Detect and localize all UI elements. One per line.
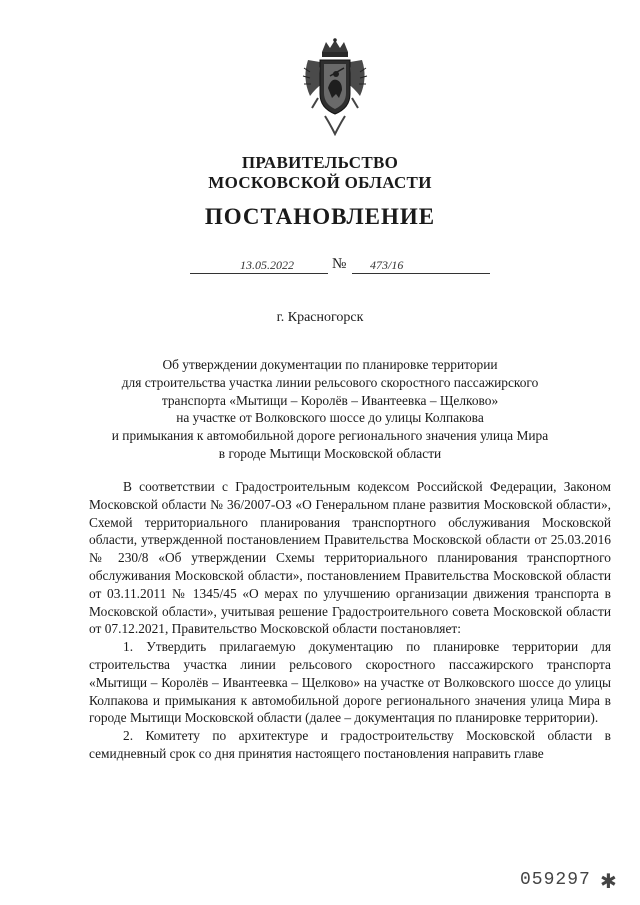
government-title-line2: МОСКОВСКОЙ ОБЛАСТИ bbox=[208, 173, 432, 192]
number-underline bbox=[352, 273, 490, 274]
body-paragraph: 2. Комитету по архитектуре и градостроительству Московской области в семидневный срок со дня принятия настоящего постановления направить главе bbox=[89, 728, 611, 761]
subject-line: и примыкания к автомобильной дороге регионального значения улица Мира bbox=[111, 428, 549, 444]
date-underline bbox=[190, 273, 328, 274]
subject-line: для строительства участка линии рельсового скоростного пассажирского bbox=[121, 374, 539, 390]
serial-number: 059297 bbox=[520, 870, 591, 890]
coat-of-arms-icon bbox=[300, 38, 370, 136]
document-date: 13.05.2022 bbox=[240, 258, 294, 272]
subject-line: в городе Мытищи Московской области bbox=[218, 445, 442, 461]
document-number: 473/16 bbox=[370, 258, 404, 272]
document-subject bbox=[60, 356, 600, 463]
subject-line: транспорта «Мытищи – Королёв – Ивантеевка – Щелково» bbox=[161, 392, 499, 408]
document-body bbox=[89, 478, 611, 763]
subject-line: Об утверждении документации по планировке территории bbox=[162, 357, 498, 372]
number-sign: № bbox=[332, 256, 347, 272]
government-title-line1: ПРАВИТЕЛЬСТВО bbox=[241, 153, 399, 172]
body-paragraph: 1. Утвердить прилагаемую документацию по планировке территории для строительства участка линии рельсового скоростного пассажирского транспорта «Мытищи – Королёв – Ивантеевка – Щелково» на участке от Волковского шоссе до улицы Колпакова и примыкания к автомобильной дороге регионального значения улица Мира в городе Мытищи Московской области (далее – документация по планировке территории). bbox=[89, 639, 611, 726]
document-type: ПОСТАНОВЛЕНИЕ bbox=[204, 204, 436, 229]
body-paragraph: В соответствии с Градостроительным кодексом Российской Федерации, Законом Московской области № 36/2007-ОЗ «О Генеральном плане развития Московской области», Схемой территориального планирования транспортного обслуживания Московской области, утвержденной постановлением Правительства Московской области от 25.03.2016 № 230/8 «Об утверждении Схемы территориального планирования транспортного обслуживания Московской области», постановлением Правительства Московской области от 03.11.2011 № 1345/45 «О мерах по улучшению организации движения транспорта в Московской области», учитывая решение Градостроительного совета Московской области от 07.12.2021, Правительство Московской области постановляет: bbox=[89, 479, 611, 637]
star-icon: ✱ bbox=[600, 869, 617, 893]
city-name: г. Красногорск bbox=[276, 310, 364, 325]
subject-line: на участке от Волковского шоссе до улицы Колпакова bbox=[176, 410, 484, 426]
